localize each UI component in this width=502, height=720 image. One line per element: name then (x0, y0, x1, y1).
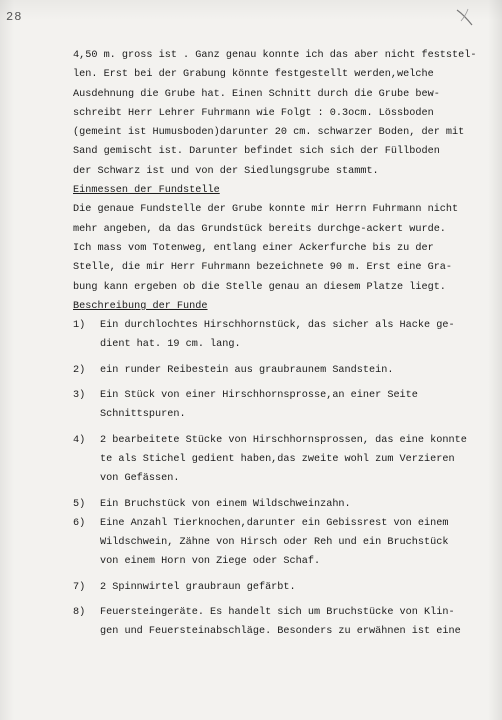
text-line: Sand gemischt ist. Darunter befindet sich sich der Füllboden (73, 146, 440, 158)
text-line: Stelle, die mir Herr Fuhrmann bezeichnete 90 m. Erst eine Gra- (73, 262, 453, 274)
item-number: 1) (73, 320, 86, 332)
intro-paragraph (73, 46, 488, 181)
text-line: Die genaue Fundstelle der Grube konnte mir Herrn Fuhrmann nicht (73, 204, 459, 216)
list-item (73, 386, 488, 405)
list-item (73, 514, 488, 533)
item-text: Eine Anzahl Tierknochen,darunter ein Gebissrest von einem (100, 517, 449, 529)
item-continuation: te als Stichel gedient haben,das zweite wohl zum Verzieren (100, 453, 455, 465)
item-number: 8) (73, 607, 86, 619)
item-continuation: von Gefässen. (100, 473, 180, 485)
text-line: schreibt Herr Lehrer Fuhrmann wie Folgt : 0.3ocm. Lössboden (73, 107, 434, 119)
item-text: ein runder Reibestein aus graubraunem Sandstein. (100, 364, 394, 376)
item-text: 2 Spinnwirtel graubraun gefärbt. (100, 581, 296, 593)
text-line: bung kann ergeben ob die Stelle genau an diesem Platze liegt. (73, 281, 446, 293)
page-number: 28 (6, 10, 23, 24)
item-number: 6) (73, 517, 86, 529)
finds-list (73, 316, 488, 641)
text-line: der Schwarz ist und von der Siedlungsgrube stammt. (73, 165, 379, 177)
item-number: 4) (73, 434, 86, 446)
list-item (73, 361, 488, 380)
text-line: (gemeint ist Humusboden)darunter 20 cm. schwarzer Boden, der mit (73, 127, 465, 139)
item-text: Ein durchlochtes Hirschhornstück, das sicher als Hacke ge- (100, 320, 455, 332)
text-line: mehr angeben, da das Grundstück bereits durchge-ackert wurde. (73, 223, 446, 235)
item-continuation: Wildschwein, Zähne von Hirsch oder Reh und ein Bruchstück (100, 537, 449, 549)
section-heading-funde: Beschreibung der Funde (73, 300, 208, 312)
list-item (73, 578, 488, 597)
text-line: 4,50 m. gross ist . Ganz genau konnte ich das aber nicht feststel- (73, 50, 477, 61)
item-continuation: dient hat. 19 cm. lang. (100, 339, 241, 351)
text-line: len. Erst bei der Grabung könnte festgestellt werden,welche (73, 69, 434, 81)
item-text: Feuersteingeräte. Es handelt sich um Bruchstücke von Klin- (100, 607, 455, 619)
list-item (73, 316, 488, 335)
item-continuation: von einem Horn von Ziege oder Schaf. (100, 556, 321, 568)
item-continuation: gen und Feuersteinabschläge. Besonders zu erwähnen ist eine (100, 626, 461, 638)
item-text: Ein Bruchstück von einem Wildschweinzahn. (100, 498, 351, 510)
item-continuation: Schnittspuren. (100, 409, 186, 421)
list-item (73, 431, 488, 450)
text-line: Ausdehnung die Grube hat. Einen Schnitt durch die Grube bew- (73, 88, 440, 100)
item-text: 2 bearbeitete Stücke von Hirschhornsprossen, das eine konnte (100, 434, 467, 446)
list-item (73, 603, 488, 622)
item-number: 2) (73, 364, 86, 376)
document-body (73, 46, 488, 642)
item-number: 7) (73, 581, 86, 593)
item-number: 3) (73, 390, 86, 402)
item-number: 5) (73, 498, 86, 510)
pencil-mark-icon (454, 6, 476, 28)
fundstelle-paragraph (73, 200, 488, 296)
item-text: Ein Stück von einer Hirschhornsprosse,an einer Seite (100, 390, 418, 402)
section-heading-fundstelle: Einmessen der Fundstelle (73, 185, 220, 197)
list-item (73, 495, 488, 514)
text-line: Ich mass vom Totenweg, entlang einer Ackerfurche bis zu der (73, 242, 434, 254)
